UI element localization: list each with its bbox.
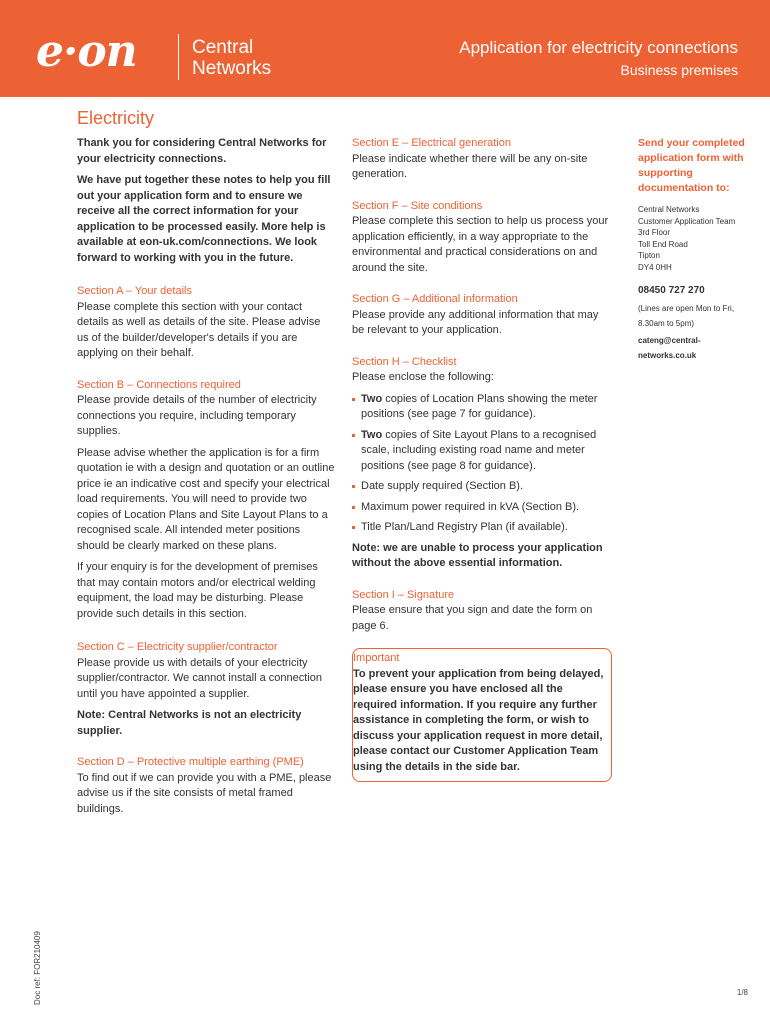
checklist-item — [352, 428, 612, 475]
eon-logo: e·on — [36, 26, 137, 77]
section-a-text: Please complete this section with your contact details as well as details of the site. Please advise us of the builder/developer's details if you are applying on their behalf. — [77, 300, 321, 359]
section-g-title: Section G – Additional information — [352, 293, 518, 305]
page-header — [0, 0, 770, 97]
checklist-item-emphasis: Two — [361, 392, 383, 405]
page-heading: Electricity — [77, 108, 155, 128]
address-line: 3rd Floor — [638, 228, 671, 237]
checklist — [352, 392, 612, 536]
section-i-title: Section I – Signature — [352, 588, 455, 601]
sidebar-address — [638, 204, 753, 273]
connections-link[interactable]: eon-uk.com/connections — [139, 236, 269, 248]
sidebar-phone[interactable]: 08450 727 270 — [638, 285, 705, 296]
address-line: Tipton — [638, 251, 660, 260]
sidebar-heading: Send your completed application form with supporting documentation to: — [638, 137, 745, 194]
section-c-title: Section C – Electricity supplier/contractor — [77, 641, 278, 653]
section-h-note: Note: we are unable to process your application without the above essential information. — [352, 541, 603, 569]
sidebar-email[interactable]: cateng@central-networks.co.uk — [638, 335, 701, 360]
section-b-text-3: If your enquiry is for the development of premises that may contain motors and/or electrical welding equipment, the load may be disturbing. Please provide such details in this section. — [77, 561, 318, 620]
brand-line-1: Central — [192, 37, 254, 58]
section-g-text: Please provide any additional information that may be relevant to your application. — [352, 308, 599, 336]
important-text: To prevent your application from being delayed, please ensure you have enclosed all the required information. If you require any further assistance in completing the form, or wish to discuss your application request in more detail, please contact our Customer Application Team using the details in the side bar. — [353, 667, 604, 773]
checklist-item-emphasis: Two — [361, 428, 383, 441]
checklist-item — [352, 520, 612, 536]
section-b-title: Section B – Connections required — [77, 378, 241, 391]
section-h-intro: Please enclose the following: — [352, 371, 494, 383]
checklist-item-text: copies of Site Layout Plans to a recognised scale, including existing road name and meter positions (see page 8 for guidance). — [361, 428, 597, 472]
section-h-title: Section H – Checklist — [352, 355, 457, 368]
checklist-item-text: Maximum power required in kVA (Section B). — [361, 500, 580, 513]
section-i-text: Please ensure that you sign and date the form on page 6. — [352, 604, 593, 632]
checklist-item — [352, 392, 612, 423]
checklist-item — [352, 500, 612, 516]
checklist-item-text: Title Plan/Land Registry Plan (if available). — [361, 521, 568, 533]
intro-paragraph-2 — [77, 173, 335, 266]
checklist-item-text: Date supply required (Section B). — [361, 480, 524, 492]
brand-line-2: Networks — [192, 58, 272, 79]
intro-paragraph-1: Thank you for considering Central Networks for your electricity connections. — [77, 137, 327, 165]
intro-text-start: We have put together these notes to help you fill out your application form and to ensure we receive all the correct information for your application to be processed easily. More help is available at — [77, 174, 331, 248]
section-e-title: Section E – Electrical generation — [352, 137, 511, 149]
important-box — [352, 648, 612, 782]
document-subtitle: Business premises — [620, 62, 738, 78]
checklist-item — [352, 479, 612, 495]
checklist-item-text: copies of Location Plans showing the meter positions (see page 7 for guidance). — [361, 392, 598, 420]
intro-text-end: . We look forward to working with you in the future. — [77, 236, 318, 264]
column-middle — [352, 136, 612, 782]
sidebar — [638, 136, 753, 364]
section-c-text: Please provide us with details of your electricity supplier/contractor. We cannot install a connection until you have appointed a supplier. — [77, 656, 322, 700]
sidebar-hours: (Lines are open Mon to Fri, 8.30am to 5pm) — [638, 303, 735, 328]
page-number: 1/8 — [736, 988, 748, 997]
document-reference: Doc ref: FOR210409 — [33, 931, 42, 1005]
column-left — [77, 136, 335, 823]
document-title: Application for electricity connections — [459, 38, 738, 57]
section-b-text-1: Please provide details of the number of electricity connections you require, including temporary supplies. — [77, 394, 317, 437]
section-d-text: To find out if we can provide you with a PME, please advise us if the site consists of metal framed buildings. — [77, 771, 332, 815]
address-line: Toll End Road — [638, 239, 688, 249]
section-c-note: Note: Central Networks is not an electricity supplier. — [77, 709, 302, 737]
address-line: Central Networks — [638, 205, 700, 214]
logo-divider — [178, 34, 179, 80]
section-f-text: Please complete this section to help us process your application efficiently, in a way appropriate to the environmental and practical considerations on and around the site. — [352, 215, 609, 274]
section-f-title: Section F – Site conditions — [352, 199, 483, 212]
brand-name — [192, 37, 271, 79]
section-a-title: Section A – Your details — [77, 285, 192, 297]
section-b-text-2: Please advise whether the application is for a firm quotation ie with a design and quotation or an outline price ie an indicative cost and specify your electrical load requirements. You will need to provide two copies of Location Plans and Site Layout Plans to a recognised scale. All intended meter positions should be clearly marked on these plans. — [77, 446, 335, 552]
address-line: DY4 0HH — [638, 262, 672, 272]
address-line: Customer Application Team — [638, 216, 736, 226]
important-title: Important — [353, 652, 400, 664]
section-e-text: Please indicate whether there will be any on-site generation. — [352, 152, 588, 180]
section-d-title: Section D – Protective multiple earthing (PME) — [77, 756, 304, 768]
